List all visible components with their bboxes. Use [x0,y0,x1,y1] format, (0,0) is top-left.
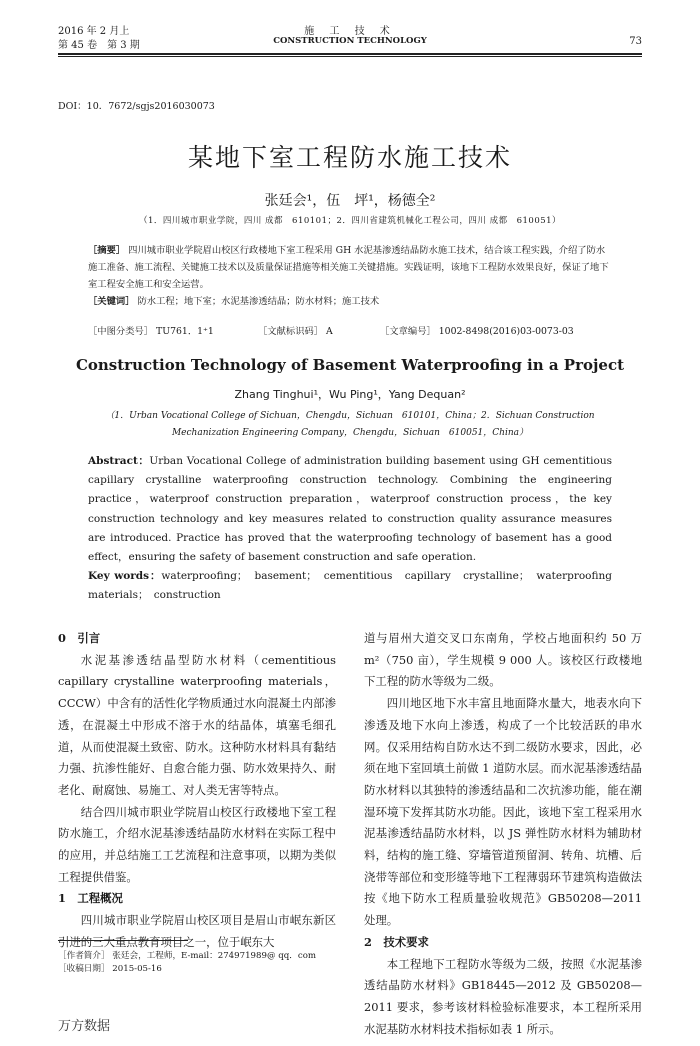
doc-code: ［文献标识码］ A [258,326,333,337]
keywords-en-label: Key words： [88,570,162,583]
paragraph: 四川城市职业学院眉山校区项目是眉山市岷东新区引进的三大重点教育项目之一，位于岷东大 [58,913,336,949]
authors-en: Zhang Tinghui¹，Wu Ping¹，Yang Dequan² [234,388,466,401]
journal-name-en: CONSTRUCTION TECHNOLOGY [273,36,427,46]
authors-cn: 张廷会¹，伍 坪¹，杨德全² [264,193,436,209]
keywords-en [88,567,623,605]
keywords-cn-text: 防水工程；地下室；水泥基渗透结晶；防水材料；施工技术 [137,296,380,307]
keywords-en-text: waterproofing； basement； cementitious capillary crystalline； waterproofing materials； construction [88,570,623,602]
abstract-en-text: Urban Vocational College of administration building basement using GH cementitious capillary crystalline waterproofing construction technology. Combining the engineering practice，waterproof construction preparation，waterproof construction process，the key construction technology and key measures related to construction quality assurance measures are introduced. Practice has proved that the waterproofing technology of basement has a good effect，ensuring the safety of basement construction and safe operation. [88,455,612,564]
abstract-cn [88,242,612,310]
running-header [58,22,642,52]
paragraph: 四川地区地下水丰富且地面降水量大，地表水向下渗透及地下水向上渗透，构成了一个比较活跃的串水网。仅采用结构自防水达不到二级防水要求，因此，必须在地下室回填土前做 1 道防水层。而水泥基渗透结晶防水材料以其独特的渗透结晶和二次抗渗功能，能在潮湿环境下发挥其防水功能。因此，该地下室工程采用水泥基渗透结晶防水材料，以 JS 弹性防水材料为辅助材料，结构的施工缝、穿墙管道预留洞、转角、坑槽、后浇带等部位和变形缝等地下工程薄弱环节建筑构造做法按《地下防水工程质量验收规范》GB50208—2011 处理。 [364,696,642,928]
footnote [58,950,316,976]
abstract-en-body [88,452,612,567]
header-rule [58,53,642,55]
keywords-cn [88,293,612,310]
clc-number: ［中图分类号］ TU761．1⁺1 [88,326,214,337]
footnote-rule [58,940,188,941]
abstract-cn-body [88,242,612,293]
paragraph: 道与眉州大道交叉口东南角，学校占地面积约 50 万 m²（750 亩），学生规模 9 000 人。该校区行政楼地下工程的防水等级为二级。 [364,631,642,689]
body-column-left [58,628,336,954]
body-column-right [364,628,642,1040]
received-date: ［收稿日期］ 2015-05-16 [58,964,162,974]
article-number: ［文章编号］ 1002-8498(2016)03-0073-03 [380,326,574,337]
abstract-cn-label: ［摘要］ [88,245,126,256]
watermark: 万方数据 [58,1019,111,1034]
page-number: 73 [629,36,642,47]
volume-issue: 第 45 卷 第 3 期 [58,40,140,51]
author-bio: ［作者简介］ 张廷会，工程师，E-mail：274971989@ qq．com [58,951,317,961]
abstract-en-label: Abstract： [88,455,150,467]
paragraph: 结合四川城市职业学院眉山校区行政楼地下室工程防水施工，介绍水泥基渗透结晶防水材料在实际工程中的应用，并总结施工工艺流程和注意事项，以期为类似工程提供借鉴。 [58,804,336,884]
title-en: Construction Technology of Basement Waterproofing in a Project [75,356,625,374]
abstract-cn-text: 四川城市职业学院眉山校区行政楼地下室工程采用 GH 水泥基渗透结晶防水施工技术，结合该工程实践，介绍了防水施工准备、施工流程、关键施工技术以及质量保证措施等相关施工关键措施。实践证明，该地下工程防水效果良好，保证了地下室工程安全施工和安全运营。 [88,245,609,290]
keywords-cn-label: ［关键词］ [88,296,135,307]
paragraph: 本工程地下工程防水等级为二级，按照《水泥基渗透结晶防水材料》GB18445—2012 及 GB50208—2011 要求，参考该材料检验标准要求，本工程所采用水泥基防水材料技术指标如表 1 所示。 [364,956,642,1036]
title-cn: 某地下室工程防水施工技术 [187,143,512,172]
doi: DOI：10．7672/sgjs2016030073 [58,101,215,112]
issue-date: 2016 年 2 月上 [58,26,130,37]
journal-name-cn: 施 工 技 术 [304,26,396,37]
header-rule-thin [58,56,642,57]
section-heading-0: 0 引言 [58,631,101,645]
paragraph: 水泥基渗透结晶型防水材料（cementitious capillary crystalline waterproofing materials，CCCW）中含有的活性化学物质通过水向混凝土内部渗透，在混凝土中形成不溶于水的结晶体，填塞毛细孔道，从而使混凝土致密、防水。这种防水材料具有黏结力强、抗渗性能好、自愈合能力强、防水效果持久、耐老化、耐腐蚀、易施工、对人类无害等特点。 [58,652,336,797]
abstract-en [88,452,623,606]
section-heading-1: 1 工程概况 [58,891,123,906]
section-heading-2: 2 技术要求 [364,934,429,949]
affiliation-en: （1．Urban Vocational College of Sichuan，Chengdu，Sichuan 610101，China；2．Sichuan Construction Mechanization Engineering Company，Chengdu，Sichuan 610051，China） [105,411,595,438]
affiliation-cn: （1．四川城市职业学院，四川 成都 610101；2．四川省建筑机械化工程公司，四川 成都 610051） [138,216,562,226]
